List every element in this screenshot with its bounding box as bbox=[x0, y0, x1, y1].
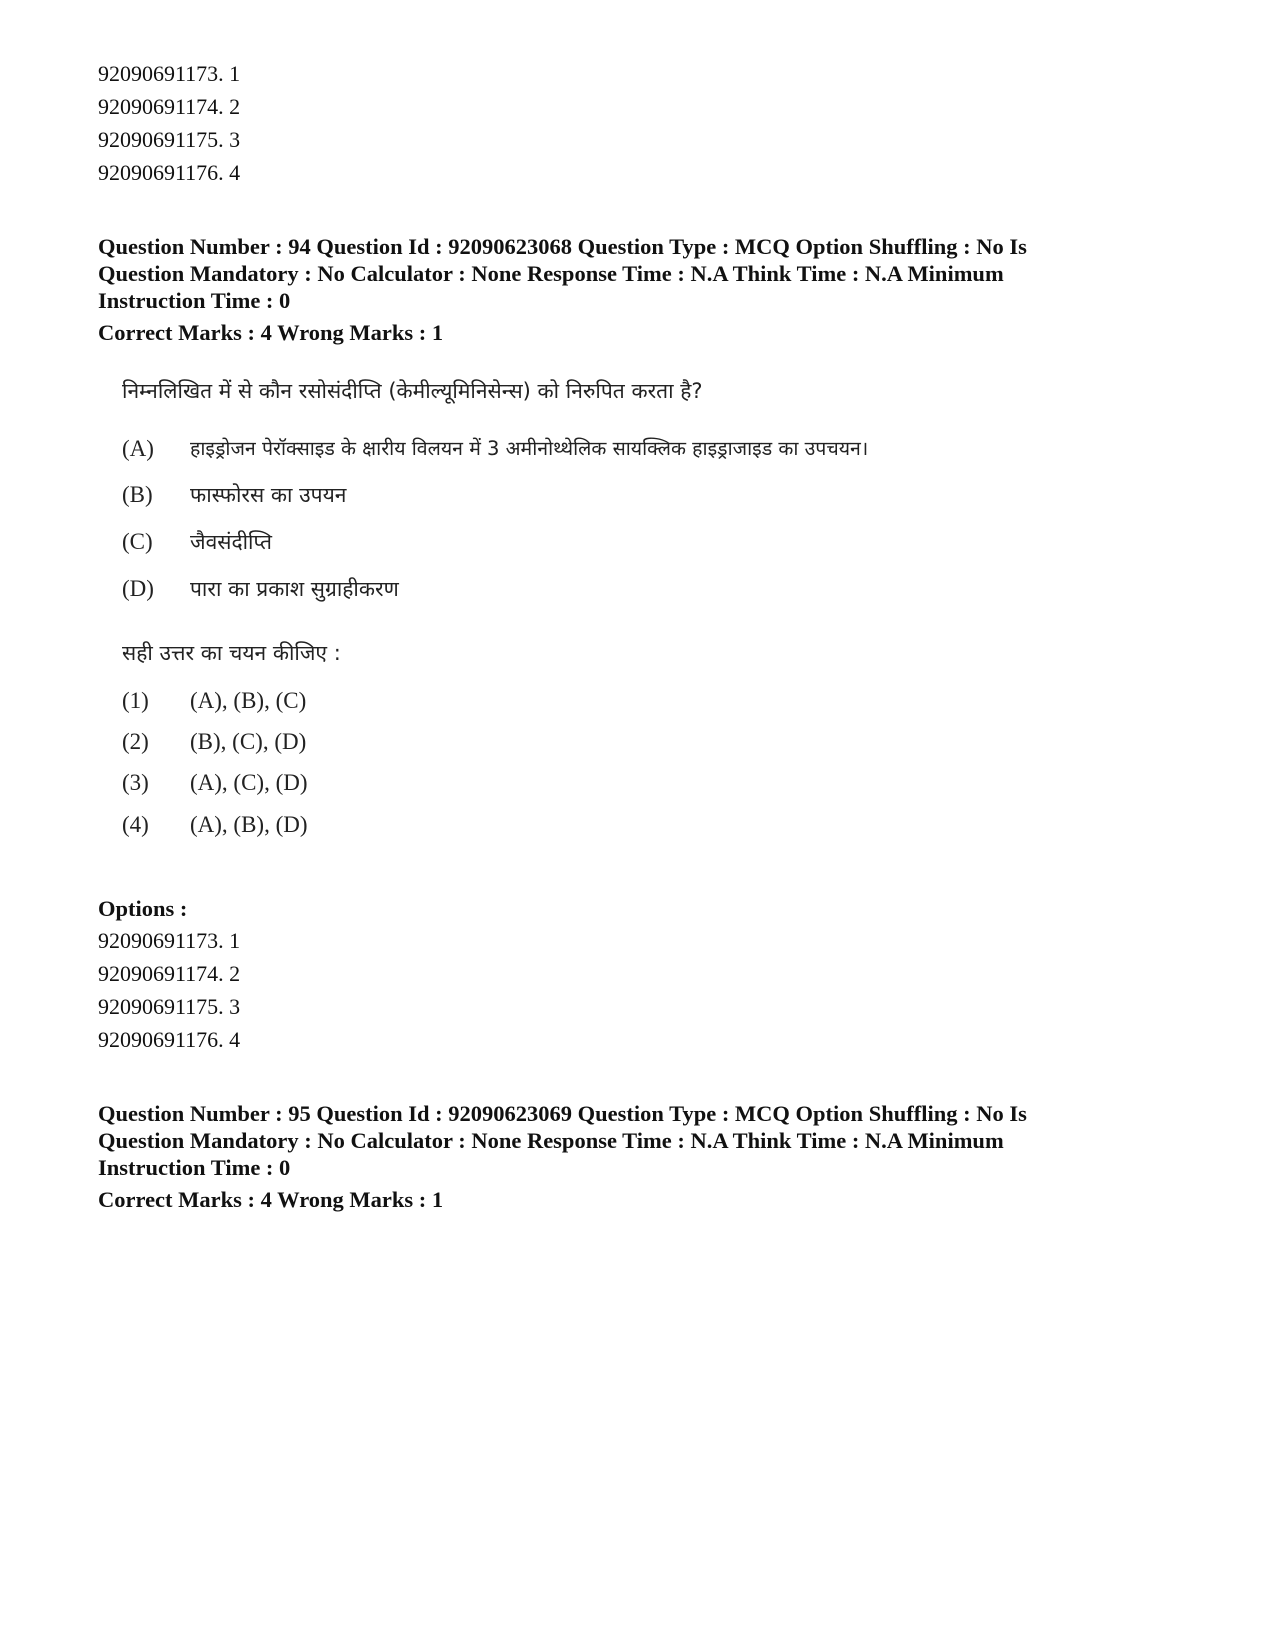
option-line: 92090691176. 4 bbox=[98, 1027, 241, 1052]
choice-label: (4) bbox=[122, 812, 149, 837]
choice-text: (A), (B), (D) bbox=[190, 812, 308, 837]
statement-text: फास्फोरस का उपयन bbox=[190, 483, 347, 507]
statement-label: (D) bbox=[122, 576, 154, 601]
statement-label: (C) bbox=[122, 529, 153, 554]
statement-label: (B) bbox=[122, 482, 153, 507]
option-line: 92090691175. 3 bbox=[98, 994, 241, 1019]
question-stem: निम्नलिखित में से कौन रसोसंदीप्ति (केमील्यूमिनिसेन्स) को निरुपित करता है? bbox=[122, 379, 703, 403]
choice-text: (A), (C), (D) bbox=[190, 770, 308, 795]
question-marks: Correct Marks : 4 Wrong Marks : 1 bbox=[98, 320, 444, 345]
choice-text: (A), (B), (C) bbox=[190, 688, 307, 713]
question-meta-line: Question Number : 94 Question Id : 92090623068 Question Type : MCQ Option Shuffling : No Is bbox=[98, 234, 1027, 259]
option-line: 92090691174. 2 bbox=[98, 961, 241, 986]
statement-text: पारा का प्रकाश सुग्राहीकरण bbox=[190, 577, 399, 601]
choose-instruction: सही उत्तर का चयन कीजिए : bbox=[122, 641, 341, 665]
choice-text: (B), (C), (D) bbox=[190, 729, 307, 754]
statement-text: हाइड्रोजन पेरॉक्साइड के क्षारीय विलयन में 3 अमीनोथ्थेलिक सायक्लिक हाइड्राजाइड का उपचयन। bbox=[190, 437, 869, 460]
option-line: 92090691176. 4 bbox=[98, 160, 241, 185]
choice-label: (2) bbox=[122, 729, 149, 754]
choice-label: (1) bbox=[122, 688, 149, 713]
question-meta-line: Instruction Time : 0 bbox=[98, 288, 291, 313]
option-line: 92090691175. 3 bbox=[98, 127, 241, 152]
statement-text: जैवसंदीप्ति bbox=[190, 530, 272, 554]
options-heading: Options : bbox=[98, 896, 188, 921]
question-marks: Correct Marks : 4 Wrong Marks : 1 bbox=[98, 1187, 444, 1212]
question-meta-line: Question Mandatory : No Calculator : None Response Time : N.A Think Time : N.A Minimum bbox=[98, 261, 1004, 286]
question-meta-line: Instruction Time : 0 bbox=[98, 1155, 291, 1180]
option-line: 92090691173. 1 bbox=[98, 928, 241, 953]
choice-label: (3) bbox=[122, 770, 149, 795]
option-line: 92090691173. 1 bbox=[98, 61, 241, 86]
question-meta-line: Question Number : 95 Question Id : 92090623069 Question Type : MCQ Option Shuffling : No Is bbox=[98, 1101, 1027, 1126]
option-line: 92090691174. 2 bbox=[98, 94, 241, 119]
question-meta-line: Question Mandatory : No Calculator : None Response Time : N.A Think Time : N.A Minimum bbox=[98, 1128, 1004, 1153]
statement-label: (A) bbox=[122, 436, 154, 461]
